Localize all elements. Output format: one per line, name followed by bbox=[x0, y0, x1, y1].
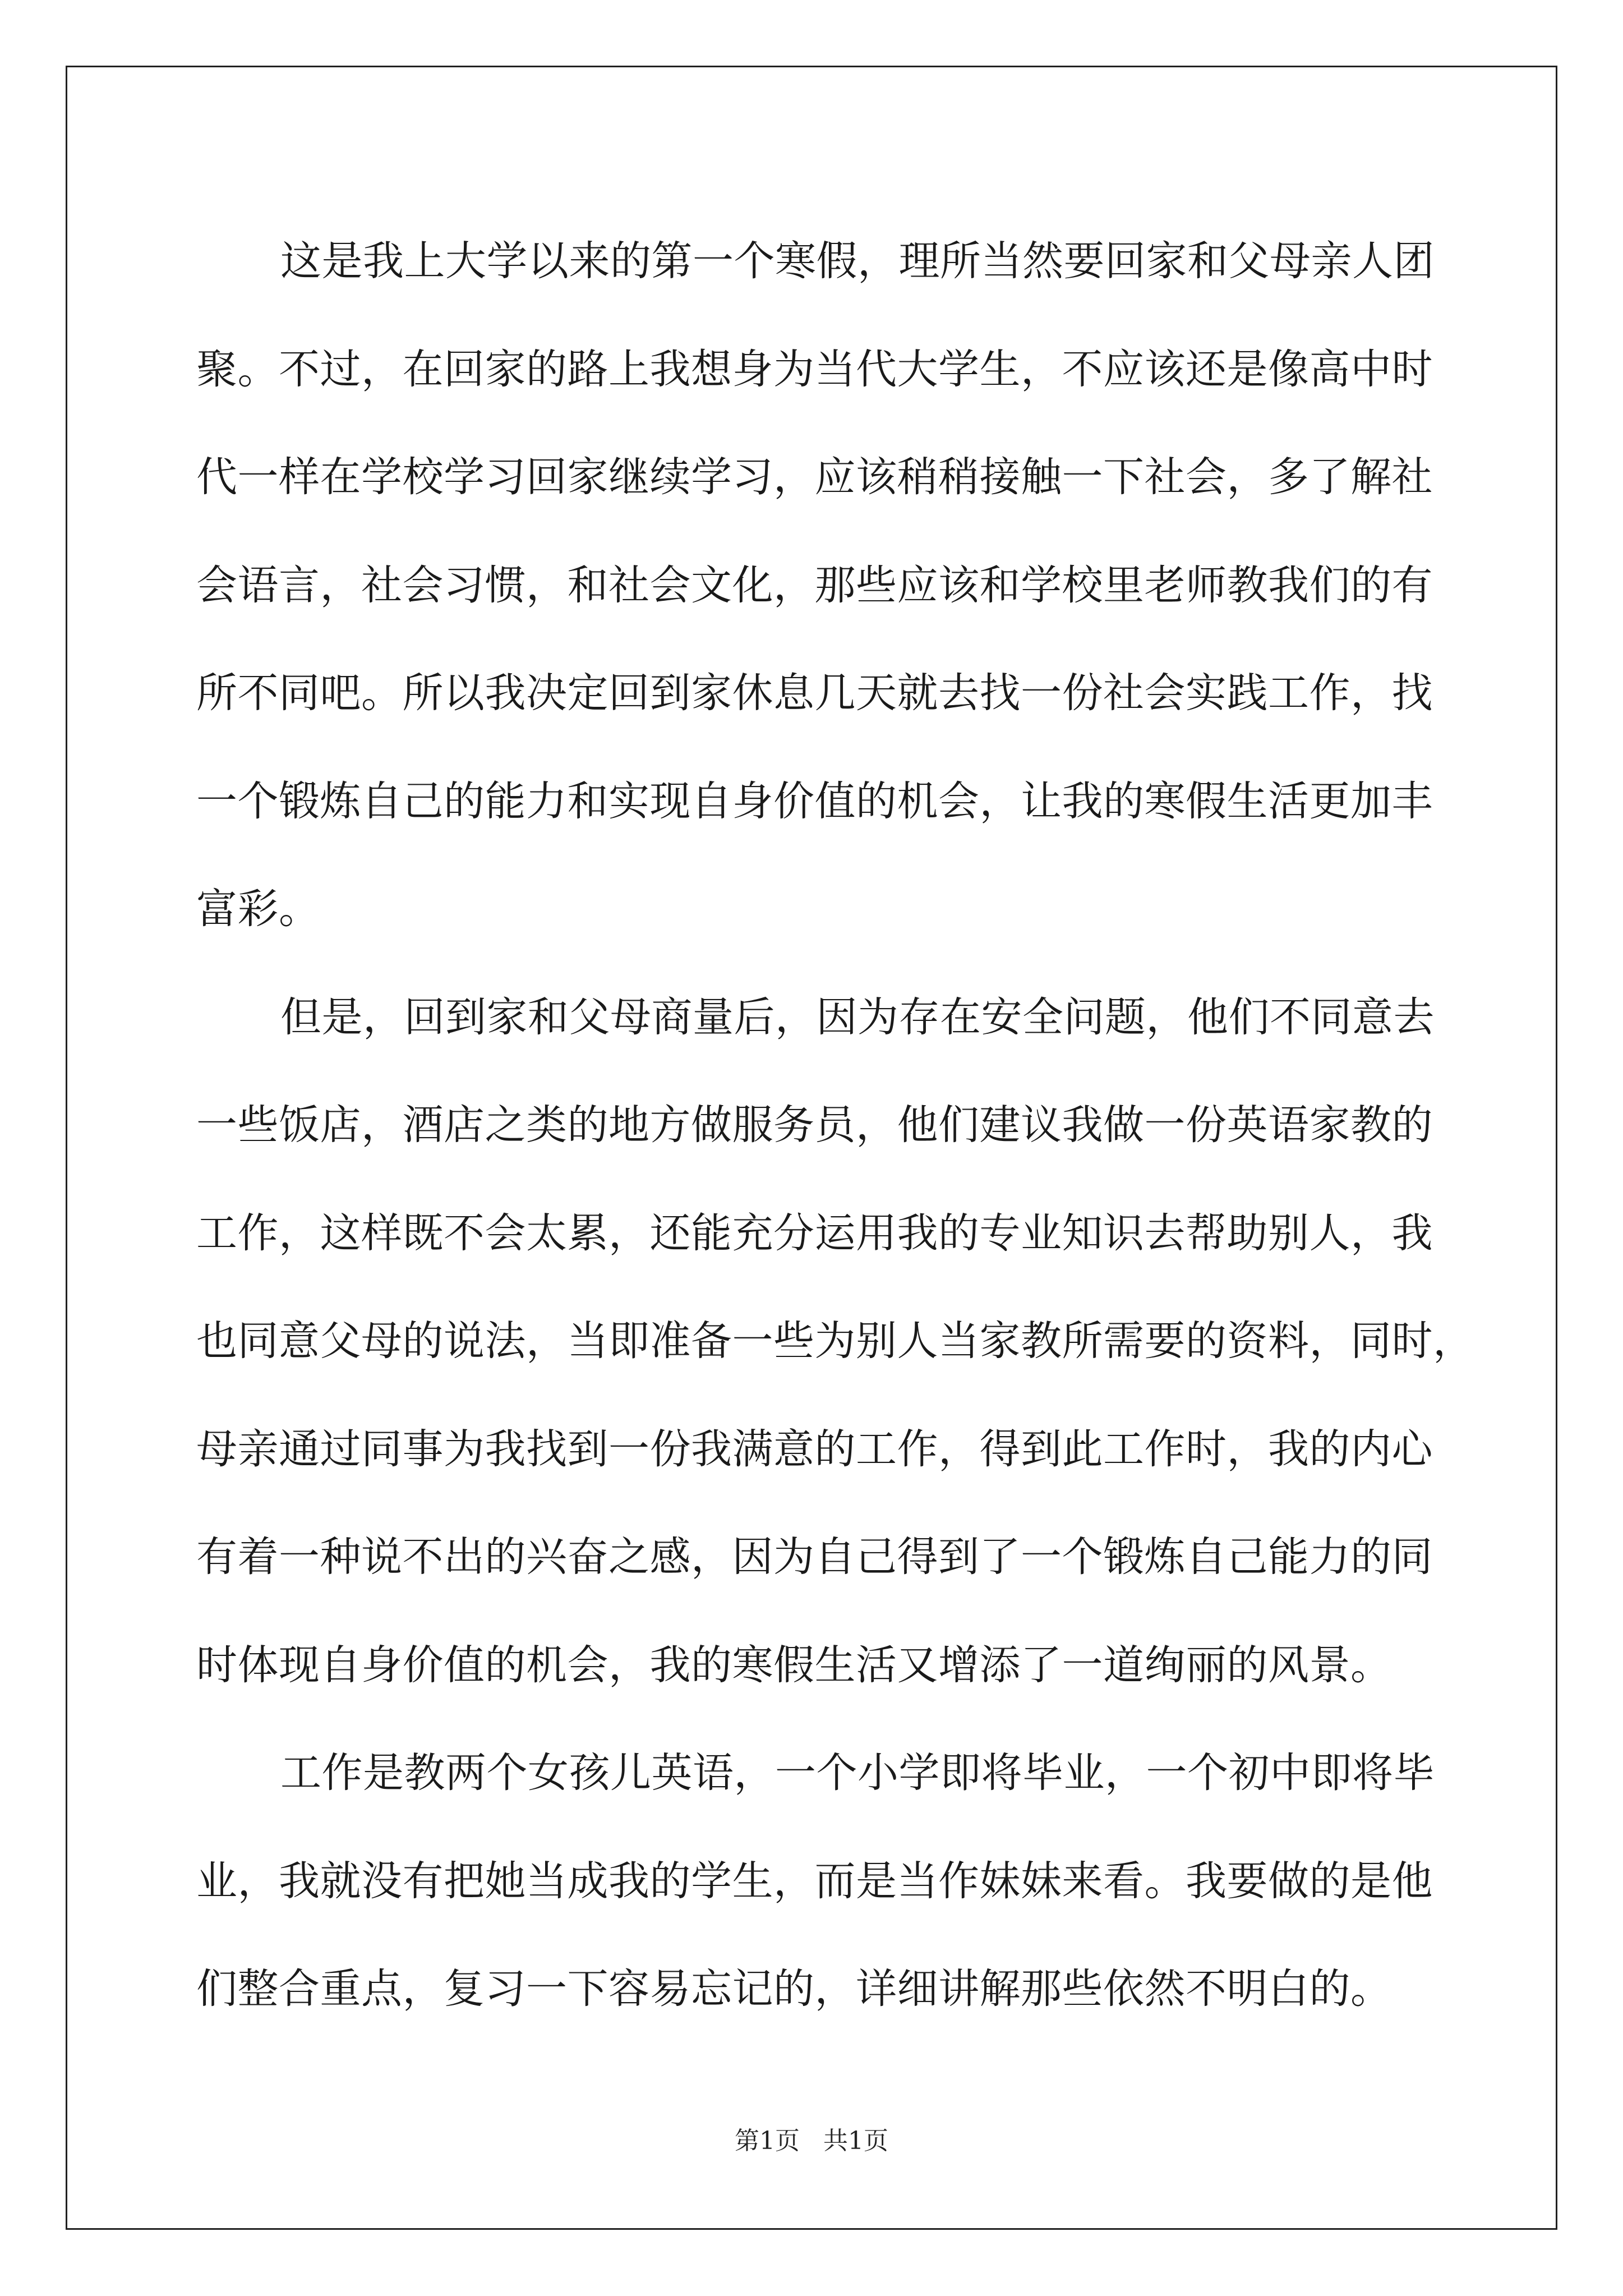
paragraph-line: 一个锻炼自己的能力和实现自身价值的机会，让我的寒假生活更加丰 bbox=[196, 777, 1433, 825]
paragraph-line: 所不同吧。所以我决定回到家休息几天就去找一份社会实践工作，找 bbox=[196, 669, 1433, 717]
paragraph-line: 会语言，社会习惯，和社会文化，那些应该和学校里老师教我们的有 bbox=[196, 561, 1433, 609]
paragraph-3 bbox=[196, 1719, 1435, 2044]
paragraph-1 bbox=[196, 208, 1435, 964]
paragraph-line: 一些饭店，酒店之类的地方做服务员，他们建议我做一份英语家教的 bbox=[196, 1101, 1433, 1149]
paragraph-line: 们整合重点，复习一下容易忘记的，详细讲解那些依然不明白的。 bbox=[196, 1965, 1392, 2013]
paragraph-line: 聚。不过，在回家的路上我想身为当代大学生，不应该还是像高中时 bbox=[196, 345, 1433, 393]
page-number-current: 第1页 bbox=[735, 2127, 800, 2155]
paragraph-line: 富彩。 bbox=[196, 885, 320, 933]
paragraph-line: 业，我就没有把她当成我的学生，而是当作妹妹来看。我要做的是他 bbox=[196, 1857, 1433, 1905]
paragraph-line: 母亲通过同事为我找到一份我满意的工作，得到此工作时，我的内心 bbox=[196, 1425, 1433, 1473]
paragraph-line: 有着一种说不出的兴奋之感，因为自己得到了一个锻炼自己能力的同 bbox=[196, 1533, 1433, 1581]
paragraph-line: 工作，这样既不会太累，还能充分运用我的专业知识去帮助别人，我 bbox=[196, 1209, 1433, 1257]
paragraph-2 bbox=[196, 964, 1474, 1720]
document-body bbox=[196, 208, 1474, 2044]
paragraph-line: 时体现自身价值的机会，我的寒假生活又增添了一道绚丽的风景。 bbox=[196, 1641, 1392, 1689]
paragraph-line: 代一样在学校学习回家继续学习，应该稍稍接触一下社会，多了解社 bbox=[196, 453, 1433, 501]
page-number-total: 共1页 bbox=[823, 2127, 888, 2155]
page-footer bbox=[0, 2120, 1623, 2156]
paragraph-line: 也同意父母的说法，当即准备一些为别人当家教所需要的资料，同时， bbox=[196, 1317, 1474, 1365]
paragraph-line: 但是，回到家和父母商量后，因为存在安全问题，他们不同意去 bbox=[280, 993, 1435, 1041]
paragraph-line: 这是我上大学以来的第一个寒假，理所当然要回家和父母亲人团 bbox=[280, 237, 1435, 285]
paragraph-line: 工作是教两个女孩儿英语，一个小学即将毕业，一个初中即将毕 bbox=[280, 1749, 1435, 1797]
